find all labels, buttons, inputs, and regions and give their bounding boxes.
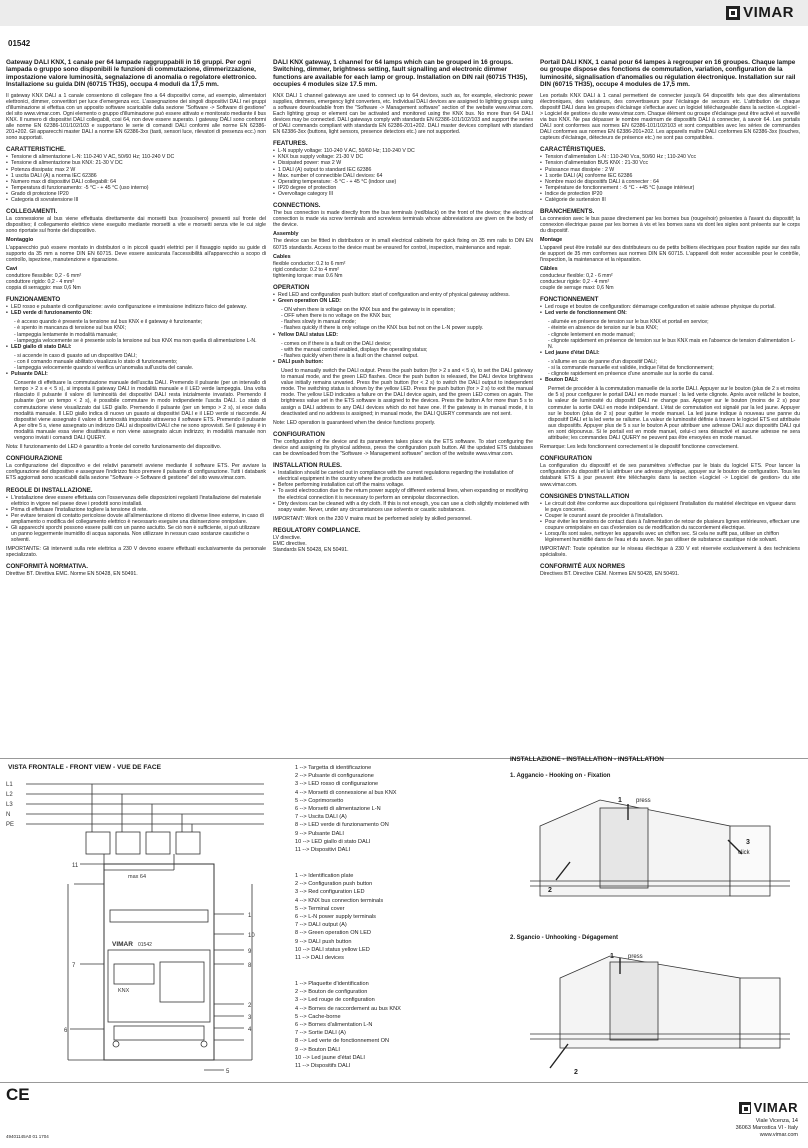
list-item: • Led rouge et bouton de configuration: démarrage configuration et saisie adresse physique du portail. bbox=[540, 304, 800, 310]
step-number-1: 1 bbox=[610, 953, 614, 960]
legend-item: 10 --> LED giallo di stato DALI bbox=[295, 838, 371, 845]
line-label-l3: L3 bbox=[6, 802, 13, 808]
legend-item: 3 --> Led rouge de configuration bbox=[295, 997, 375, 1004]
important-fr: IMPORTANT: Toute opération sur le réseau électrique à 230 V est réservée exclusivement à des techniciens spécialisés. bbox=[540, 546, 800, 559]
text-cavi bbox=[6, 273, 266, 291]
list-item: • Puissance max dissipée : 2 W bbox=[540, 167, 800, 173]
list-item: - flashes quickly when there is a fault on the channel output. bbox=[281, 352, 419, 359]
list-caracteristiques bbox=[540, 154, 800, 203]
text-bouton: Permet de procéder à la commutation manuelle de la sortie DALI. Appuyer sur le bouton (plus de 2 s et moins de 5 s) pour configurer le portail DALI en mode manuel : la led verte clignote. Après avoir relâché le bouton, la valeur de luminosité du dispositif DALI ne change pas. Appuyer sur le bouton (moins de 2 s) pour commuter la sortie DALI en mode indépendant. L'état de commutation est signalé par la led jaune. Appuyer sur le bouton (plus de 2 s) pour quitter le mode manuel. La led jaune indique à nouveau une panne du dispositif DALI et la led verte se rallume. La valeur de luminosité définie à travers le logiciel ETS est attribuée aux dispositifs. Appuyer plus de 5 s sur le bouton A pour attribuer une adresse DALI aux dispositifs DALI qui en sont dépourvus. Si le portail est en mode manuel, celui-ci sera désactivé et aucune adresse ne sera attribuée; les commandes DALI QUERY ne peuvent pas être envoyées en mode manuel. bbox=[548, 386, 800, 442]
list-item: • Operating temperature: -5 °C - + 45 °C (indoor use) bbox=[273, 179, 533, 185]
text-cables-fr bbox=[540, 273, 800, 291]
callout-4: 4 bbox=[248, 1027, 252, 1033]
list-regole bbox=[6, 495, 266, 544]
list-item: • Couper le courant avant de procéder à l'installation. bbox=[540, 513, 800, 519]
list-item: • To avoid electrocution due to the return power supply of different external lines, when expanding or modifying the electrical connection it is necessary to perform an omnipolar disconnection. bbox=[273, 488, 533, 500]
list-item: conduttore rigido: 0,2 - 4 mm² bbox=[6, 278, 75, 285]
list-item: • LED verde di funzionamento ON: bbox=[6, 310, 266, 316]
list-item: - ON when there is voltage on the KNX bus and the gateway is in operation; bbox=[281, 307, 455, 314]
line-label-l2: L2 bbox=[6, 792, 13, 798]
hooking-diagram bbox=[510, 786, 800, 906]
legend-item: 9 --> Pulsante DALI bbox=[295, 830, 344, 837]
list-installation-rules bbox=[273, 470, 533, 513]
list-item: • Lorsqu'ils sont sales, nettoyer les appareils avec un chiffon sec. Si cela ne suffit pas, utiliser un chiffon légèrement humidifié dans de l'eau et du savon. Ne pas utiliser de substance caustique ni de solvant. bbox=[540, 531, 800, 543]
list-item: - OFF when there is no voltage on the KNX bus; bbox=[281, 313, 392, 320]
list-item: • Per evitare tensioni di contatto pericolose dovute all'alimentazione di ritorno di diverse linee esterne, in caso di ampliamento o modifica del collegamento elettrico è necessario eseguire una disinserzione onnipolare. bbox=[6, 513, 266, 525]
website-link[interactable]: www.vimar.com bbox=[759, 1131, 798, 1138]
heading-montaggio: Montaggio bbox=[6, 237, 34, 244]
heading-configuration: CONFIGURATION bbox=[273, 430, 325, 438]
list-item: • Le circuit doit être conforme aux dispositions qui régissent l'installation du matériel électrique en vigueur dans le pays concerné. bbox=[540, 501, 800, 513]
heading-caratteristiche: CARATTERISTICHE. bbox=[6, 146, 66, 154]
list-item: • Nombre maxi de dispositifs DALI à connecter : 64 bbox=[540, 179, 800, 185]
column-english bbox=[273, 59, 533, 553]
installation-title: INSTALLAZIONE - INSTALLATION - INSTALLATION bbox=[510, 756, 664, 763]
footer-brand-name: VIMAR bbox=[753, 1100, 798, 1115]
front-view-diagram bbox=[4, 774, 274, 1074]
nota-it: Nota: Il funzionamento del LED è garantito a fronte del corretto funzionamento del dispositivo. bbox=[6, 444, 222, 451]
list-consignes bbox=[540, 501, 800, 544]
list-item: - s'allume en cas de panne d'un dispositif DALI; bbox=[548, 358, 657, 365]
heading-assembly: Assembly bbox=[273, 231, 299, 238]
legend-item: 11 --> DALI devices bbox=[295, 955, 344, 962]
legend-item: 5 --> Coprimorsetto bbox=[295, 797, 344, 804]
ce-mark: CE bbox=[6, 1085, 30, 1104]
text-configuration: The configuration of the device and its parameters takes place via the ETS software. To start configuring the device and assigning its physical address, press the configuration push button. All the updated ETS databases can be downloaded from the "Software -> Management software" section of the website www.vimar.com. bbox=[273, 438, 533, 458]
callout-11: 11 bbox=[72, 863, 79, 869]
heading-consignes: CONSIGNES D'INSTALLATION bbox=[540, 492, 630, 500]
list-item: - with the manual control enabled, displays the operating status; bbox=[281, 346, 428, 353]
list-item: - éteinte en absence de tension sur le bus KNX; bbox=[548, 325, 658, 332]
list-item: • Yellow DALI status LED: bbox=[273, 332, 533, 338]
front-view-title: VISTA FRONTALE - FRONT VIEW - VUE DE FACE bbox=[8, 764, 161, 771]
heading-caracteristiques: CARACTÉRISTIQUES. bbox=[540, 146, 606, 154]
list-item: • L-N supply voltage: 110-240 V AC, 50/60 Hz; 110-240 V DC bbox=[273, 148, 533, 154]
list-item: - lampeggia velocemente se è presente solo la tensione sul bus KNX ma non quella di alimentazione L-N. bbox=[14, 337, 257, 344]
step-number-2: 2 bbox=[574, 1069, 578, 1076]
legend-item: 3 --> Red configuration LED bbox=[295, 889, 365, 896]
list-item: conducteur rigide: 0,2 - 4 mm² bbox=[540, 278, 610, 285]
list-led-jaune bbox=[540, 350, 800, 356]
legend-item: 9 --> DALI push button bbox=[295, 938, 352, 945]
list-caratteristiche bbox=[6, 154, 266, 203]
list-item: • LED giallo di stato DALI: bbox=[6, 344, 266, 350]
list-item: rigid conductor: 0.2 to 4 mm² bbox=[273, 266, 340, 273]
sublist-led-verde bbox=[6, 319, 266, 343]
heading-features: FEATURES. bbox=[273, 140, 308, 148]
list-item: - clignote lentement en mode manuel; bbox=[548, 331, 635, 338]
text-collegamenti: La connessione al bus viene effettuata direttamente dai morsetti bus (rosso/nero) presenti sul fronte del dispositivo; il collegamento elettrico viene eseguito mediante morsetti a vite e morsetti senza vite le cui sigle sono riportate sul fronte del dispositivo. bbox=[6, 216, 266, 235]
legend-item: 6 --> Bornes d'alimentation L-N bbox=[295, 1022, 373, 1029]
header-band bbox=[0, 0, 808, 26]
unhooking-diagram bbox=[510, 948, 800, 1078]
legend-en bbox=[295, 872, 383, 962]
text-regulatory bbox=[273, 535, 533, 553]
remarque-fr: Remarque: Les leds fonctionnent correctement si le dispositif fonctionne correctement. bbox=[540, 444, 739, 451]
callout-1: 1 bbox=[248, 913, 252, 919]
sublist-led-jaune bbox=[540, 359, 800, 377]
text-connections: The bus connection is made directly from the bus terminals (red/black) on the front of the device; the electrical connection is made via screw terminals and screwless terminals whose abbreviations are given on the body of the device. bbox=[273, 210, 533, 229]
text-conformita: Direttive BT. Direttiva EMC. Norme EN 50428, EN 50491. bbox=[6, 571, 138, 578]
list-item: • Before performing installation cut off the mains voltage. bbox=[273, 482, 533, 488]
list-bouton bbox=[540, 377, 800, 383]
list-item: • 1 DALI (A) output to standard IEC 62386 bbox=[273, 167, 533, 173]
legend-item: 4 --> Morsetti di connessione al bus KNX bbox=[295, 789, 397, 796]
list-item: • Indice de protection IP20 bbox=[540, 191, 800, 197]
list-item: - lampeggia lentamente in modalità manuale; bbox=[14, 331, 118, 338]
list-item: - allumée en présence de tension sur le bus KNX et portail en service; bbox=[548, 319, 709, 326]
legend-item: 4 --> Bornes de raccordement au bus KNX bbox=[295, 1005, 401, 1012]
text-montage: L'appareil peut être installé sur des distributeurs ou de petits boîtiers électriques pour fixation rapide sur des rails de support de 35 mm conformes aux normes DIN EN 60715. L'appareil doit rester accessible pour le contrôle, l'inspection, la maintenance et la réparation. bbox=[540, 244, 800, 263]
vimar-logo-icon bbox=[726, 6, 740, 20]
legend-it bbox=[295, 764, 397, 854]
legend-item: 5 --> Terminal cover bbox=[295, 905, 345, 912]
list-item: LV directive. bbox=[273, 534, 302, 541]
heading-regole: REGOLE DI INSTALLAZIONE. bbox=[6, 486, 93, 494]
footer-divider bbox=[0, 1082, 808, 1083]
sublist-led-verte bbox=[540, 319, 800, 349]
heading-funzionamento: FUNZIONAMENTO bbox=[6, 296, 61, 304]
press-label: press bbox=[636, 798, 651, 804]
list-features bbox=[273, 148, 533, 197]
installation-step-2: 2. Sgancio - Unhooking - Dégagement bbox=[510, 935, 619, 941]
legend-item: 2 --> Configuration push button bbox=[295, 881, 373, 888]
document-code: 49401145A0 01 1704 bbox=[6, 1134, 49, 1139]
list-operation bbox=[273, 292, 533, 304]
list-item: • Bouton DALI: bbox=[540, 377, 800, 383]
max-devices-label: max 64 bbox=[128, 874, 147, 880]
callout-8: 8 bbox=[248, 963, 252, 969]
intro-fr: Les portails KNX DALI à 1 canal permettent de connecter jusqu'à 64 dispositifs tels que des alimentations électroniques, des variateurs, des convertisseurs pour l'éclairage de secours etc. L'attribution de chaque dispositif DALI dans les groupes d'éclairage s'effectue avec un logiciel téléchargeable dans la section «Logiciel -> Logiciel de gestion» du site www.vimar.com. Chaque élément ou groupe d'éclairage peut être activé et surveillé via bus KNX. Ne pas dépasser le nombre maximum de dispositifs DALI à connecter, à savoir 64. Les portails DALI sont conformes aux normes EN 62386-101/102/103 et sont compatibles avec les séries de commandes DALI conformes aux normes EN 62386-201+202. Les appareils maître DALI conformes EN 62386-3xx (touches, capteurs d'éclairage, détecteurs de présence etc.) ne sont pas compatibles. bbox=[540, 92, 800, 142]
list-item: • 1 uscita DALI (A) a norma IEC 62386 bbox=[6, 173, 266, 179]
list-item: • Led jaune d'état DALI: bbox=[540, 350, 800, 356]
heading-regulatory: REGULATORY COMPLIANCE. bbox=[273, 526, 361, 534]
divider bbox=[0, 758, 808, 759]
list-item: - è acceso quando è presente la tensione sul bus KNX e il gateway è funzionante; bbox=[14, 319, 203, 326]
list-item: coppia di serraggio: max 0,6 Nm bbox=[6, 285, 81, 292]
callout-2: 2 bbox=[248, 1003, 252, 1009]
callout-3: 3 bbox=[248, 1015, 252, 1021]
legend-item: 9 --> Bouton DALI bbox=[295, 1046, 340, 1053]
legend-item: 1 --> Plaquette d'identification bbox=[295, 981, 369, 987]
list-item: • Potenza dissipata: max 2 W bbox=[6, 167, 266, 173]
list-item: tightening torque: max 0.6 Nm bbox=[273, 272, 343, 279]
list-item: • LED rosso e pulsante di configurazione: avvio configurazione e immissione indirizzo fisico del gateway. bbox=[6, 304, 266, 310]
list-item: • DALI push button: bbox=[273, 359, 533, 365]
list-item: • Gli apparecchi sporchi possono essere puliti con un panno asciutto. Se ciò non è sufficiente, si può utilizzare un panno leggermente inumidito di acqua saponata. Non utilizzare in nessun caso sostanze caustiche o solventi. bbox=[6, 525, 266, 543]
list-item: • Red LED and configuration push button: start of configuration and entry of physical gateway address. bbox=[273, 292, 533, 298]
sublist-led-giallo bbox=[6, 353, 266, 371]
heading-conformita: CONFORMITÀ NORMATIVA. bbox=[6, 563, 88, 571]
importante-it: IMPORTANTE: Gli interventi sulla rete elettrica a 230 V devono essere effettuati esclusivamente da personale specializzato. bbox=[6, 546, 266, 559]
intro-en: KNX DALI 1 channel gateways are used to connect up to 64 devices, such as, for example, electronic power supplies, dimmers, emergency light converters, etc. Individual DALI devices are assigned to lighting groups using a software downloadable from the "Software -> Management software" section of the website www.vimar.com. Each lighting group or element can be activated and monitored using the KNX bus. No more than 64 DALI devices may be connected. DALI gateways comply with standards EN 62386-101/102/103 and support the series of DALI commands compliant with standards EN 62386-201+202. DALI master devices compliant with standard EN 62386-3xx (buttons, light sensors, presence detectors etc.) are not supported. bbox=[273, 92, 533, 136]
list-item: - è spento in mancanza di tensione sul bus KNX; bbox=[14, 325, 126, 332]
list-item: • Installation should be carried out in compliance with the current regulations regarding the installation of electrical equipment in the country where the products are installed. bbox=[273, 470, 533, 482]
step-number-2: 2 bbox=[548, 887, 552, 894]
heading-installation-rules: INSTALLATION RULES. bbox=[273, 462, 342, 470]
installation-step-1: 1. Aggancio - Hooking on - Fixation bbox=[510, 773, 611, 779]
footer-address bbox=[736, 1118, 798, 1138]
list-item: • Grado di protezione IP20 bbox=[6, 191, 266, 197]
list-led-giallo bbox=[6, 344, 266, 350]
list-item: • Tension d'alimentation L-N : 110-240 Vca, 50/60 Hz ; 110-240 Vcc bbox=[540, 154, 800, 160]
callout-9: 9 bbox=[248, 949, 252, 955]
list-item: • Pulsante DALI: bbox=[6, 371, 266, 377]
legend-item: 8 --> LED verde di funzionamento ON bbox=[295, 822, 389, 829]
step-number-1: 1 bbox=[618, 797, 622, 804]
line-label-pe: PE bbox=[6, 822, 15, 828]
legend-item: 2 --> Bouton de configuration bbox=[295, 989, 368, 996]
heading-fonctionnement: FONCTIONNEMENT bbox=[540, 296, 599, 304]
text-cables bbox=[273, 261, 533, 279]
text-configurazione: La configurazione del dispositivo e dei relativi parametri avviene mediante il software ETS. Per avviare la configurazione del dispositivo e assegnare l'indirizzo fisico premere il pulsante di configurazione. Tutti i databank ETS aggiornati sono scaricabili dalla sezione "Software -> Software di gestione" del sito www.vimar.com. bbox=[6, 463, 266, 482]
list-item: • Pour éviter les tensions de contact dues à l'alimentation de retour de plusieurs lignes extérieures, effectuer une coupure omnipolaire en cas d'extension ou de modification du raccordement électrique. bbox=[540, 519, 800, 531]
list-item: conduttore flessibile: 0,2 - 6 mm² bbox=[6, 272, 82, 279]
legend-item: 10 --> Led jaune d'état DALI bbox=[295, 1054, 365, 1061]
brand-name: VIMAR bbox=[743, 4, 794, 21]
list-item: • Tensione di alimentazione L-N: 110-240 V AC, 50/60 Hz; 110-240 V DC bbox=[6, 154, 266, 160]
legend-item: 11 --> Dispositifs DALI bbox=[295, 1063, 351, 1070]
legend-item: 2 --> Pulsante di configurazione bbox=[295, 773, 374, 780]
legend-item: 8 --> Green operation ON LED bbox=[295, 930, 372, 937]
legend-item: 11 --> Dispositivi DALI bbox=[295, 847, 351, 854]
vimar-logo-icon bbox=[739, 1102, 751, 1114]
callout-7: 7 bbox=[72, 963, 76, 969]
list-item: - lampeggia velocemente quando si verifica un'anomalia sull'uscita del canale. bbox=[14, 365, 194, 371]
important-en: IMPORTANT: Work on the 230 V mains must be performed solely by skilled personnel. bbox=[273, 515, 472, 522]
sublist-green-led bbox=[273, 307, 533, 331]
address-line: 36063 Marostica VI - Italy bbox=[735, 1124, 798, 1131]
list-item: • Dirty devices can be cleaned with a dry cloth. If this is not enough, you can use a cloth slightly moistened with soapy water. Never, under any circumstances use solvents or caustic substances. bbox=[273, 501, 533, 513]
legend-item: 7 --> DALI output (A) bbox=[295, 922, 347, 929]
legend-item: 6 --> L-N power supply terminals bbox=[295, 914, 376, 921]
text-pulsante: Consente di effettuare la commutazione manuale dell'uscita DALI. Premendo il pulsante (per un intervallo di tempo > 2 s e < 5 s), si imposta il gateway DALI in modalità manuale e il LED verde lampeggia. Una volta rilasciato il pulsante il valore di luminosità dei dispositivi DALI resta inizialmente invariato. Premendo il pulsante (per un tempo < 2 s), è possibile commutare in modo indipendente l'uscita DALI. Lo stato di commutazione viene visualizzato dai LED giallo. Premendo il pulsante (per un tempo > 2 s), si esce dalla modalità manuale. Il LED giallo indica di nuovo un guasto ai dispositivi DALI e il LED verde si riaccende. Ai dispositivi viene assegnato il valore di luminosità impostato attraverso il software ETS. Premendo il pulsante A per oltre 5 s, viene assegnato un indirizzo DALI ai dispositivi DALI che ne sono sprovvisti. Se il gateway è in modalità manuale essa viene disattivata e non viene assegnato alcun indirizzo; in modalità manuale non vengono inviati i comandi DALI QUERY. bbox=[14, 380, 267, 442]
heading-operation: OPERATION bbox=[273, 283, 310, 291]
list-item: • Led verte de fonctionnement ON: bbox=[540, 310, 800, 316]
intro-it: Il gateway KNX DALI a 1 canale consentono di collegare fino a 64 dispositivi come, ad esempio, alimentatori elettronici, dimmer, convertitori per luce d'emergenza ecc. L'assegnazione dei singoli dispositivi DALI nei gruppi d'illuminazione si effettua con un apposito software scaricabile dalla sezione "Software -> Software di gestione" del sito www.vimar.com. Ogni elemento o gruppo d'illuminazione può essere attivato e monitorato mediante il bus KNX. Il numero di dispositivi DALI collegabili, cosi 64, non deve essere superato. I gateway DALI sono conformi alle norme EN 62386-101/102/103 e supportano le serie di comandi DALI conformi alle norme EN 62386-201+202. Gli apparecchi master DALI a norme EN 62386-3xx (tasti, sensori luce, rilevatori di presenza ecc.) non sono supportati. bbox=[6, 92, 266, 142]
column-italian bbox=[6, 59, 266, 581]
product-code: 01542 bbox=[8, 39, 31, 48]
legend-item: 5 --> Cache-borne bbox=[295, 1013, 341, 1020]
list-item: • Temperatura di funzionamento: -5 °C - + 45 °C (uso interno) bbox=[6, 185, 266, 191]
heading-conformite: CONFORMITÉ AUX NORMES bbox=[540, 563, 626, 571]
title-en: DALI KNX gateway, 1 channel for 64 lamps which can be grouped in 16 groups. Switching, dimmer, brightness setting, fault signalling and electronic dimmer functions are available for each lamp or group. Installation on DIN rail (60715 TH35), occupies 4 modules size 17.5 mm. bbox=[273, 59, 528, 89]
click-label: click bbox=[738, 850, 750, 856]
heading-cables: Cables bbox=[273, 253, 291, 260]
list-item: - flashes quickly if there is only voltage on the KNX bus but not on the L-N power supply. bbox=[281, 325, 484, 332]
title-fr: Portail DALI KNX, 1 canal pour 64 lampes à regrouper en 16 groupes. Chaque lampe ou groupe dispose des fonctions de commutation, variation, configuration de la luminosité, signalisation d'anomalies ou régulation électronique. Installation sur rail DIN (60715 TH35), occupe 4 modules de 17,5 mm. bbox=[540, 59, 796, 89]
list-item: - si la commande manuelle est validée, indique l'état de fonctionnement; bbox=[548, 365, 714, 371]
device-code: 01542 bbox=[138, 942, 152, 948]
heading-cables-fr: Câbles bbox=[540, 265, 558, 272]
callout-10: 10 bbox=[248, 933, 255, 939]
list-item: couple de serrage maxi: 0,6 Nm bbox=[540, 285, 614, 292]
legend-item: 8 --> Led verte de fonctionnement ON bbox=[295, 1038, 390, 1045]
brand-logo bbox=[726, 5, 794, 20]
text-assembly: The device can be fitted in distributors or in small electrical cabinets for quick fixing on 35 mm rails to DIN EN 60715 standards. Access to the device must be ensured for control, inspection, maintenance and repair. bbox=[273, 238, 533, 251]
legend-item: 10 --> DALI status yellow LED bbox=[295, 946, 370, 953]
list-item: - clignote rapidement en présence de tension sur le bus KNX mais en l'absence de tension d'alimentation L-N. bbox=[548, 337, 796, 350]
callout-5: 5 bbox=[226, 1069, 230, 1074]
heading-configuration-fr: CONFIGURATION bbox=[540, 455, 592, 463]
list-item: • Tension d'alimentation BUS KNX : 21-30 Vcc bbox=[540, 160, 800, 166]
legend-item: 1 --> Targetta di identificazione bbox=[295, 765, 372, 771]
heading-collegamenti: COLLEGAMENTI. bbox=[6, 208, 58, 216]
line-label-n: N bbox=[6, 812, 11, 818]
list-item: • Catégorie de surtension III bbox=[540, 197, 800, 203]
note-en: Note: LED operation is guaranteed when the device functions properly. bbox=[273, 419, 436, 426]
footer-brand-logo bbox=[739, 1101, 798, 1114]
legend-item: 1 --> Identification plate bbox=[295, 873, 354, 879]
legend-item: 4 --> KNX bus connection terminals bbox=[295, 897, 384, 904]
heading-connections: CONNECTIONS. bbox=[273, 202, 321, 210]
list-item: • Numero max di dispositivi DALI collegabili: 64 bbox=[6, 179, 266, 185]
legend-item: 3 --> LED rosso di configurazione bbox=[295, 781, 379, 788]
list-item: • Max. number of connectible DALI devices: 64 bbox=[273, 173, 533, 179]
sublist-yellow-led bbox=[273, 341, 533, 359]
list-item: • Température de fonctionnement : -5 °C - +45 °C (usage intérieur) bbox=[540, 185, 800, 191]
text-branchements: La connexion avec le bus passe directement par les bornes bus (rouge/noir) présentes à l'avant du dispositif; la connexion électrique passe par les bornes à vis et les bornes sans vis dont les sigles sont présents sur le corps du dispositif. bbox=[540, 216, 800, 235]
heading-branchements: BRANCHEMENTS. bbox=[540, 208, 595, 216]
list-item: - si accende in caso di guasto ad un dispositivo DALI; bbox=[14, 352, 137, 359]
address-line: Viale Vicenza, 14 bbox=[755, 1118, 798, 1124]
list-item: conducteur flexible: 0,2 - 6 mm² bbox=[540, 272, 613, 279]
list-item: • 1 sortie DALI (A) conforme IEC 62386 bbox=[540, 173, 800, 179]
legend-item: 6 --> Morsetti di alimentazione L-N bbox=[295, 806, 381, 813]
list-item: • Tensione di alimentazione bus KNX: 21-30 V DC bbox=[6, 160, 266, 166]
list-item: flexible conductor: 0.2 to 6 mm² bbox=[273, 260, 346, 267]
list-item: • Categoria di sovratensione III bbox=[6, 197, 266, 203]
callout-6: 6 bbox=[64, 1028, 68, 1034]
list-item: • Overvoltage category III bbox=[273, 191, 533, 197]
heading-montage: Montage bbox=[540, 237, 563, 244]
list-item: • L'installazione deve essere effettuata con l'osservanza delle disposizioni regolanti l'installazione del materiale elettrico in vigore nel paese dove i prodotti sono installati. bbox=[6, 495, 266, 507]
line-label-l1: L1 bbox=[6, 782, 13, 788]
text-conformite: Directives BT. Directive CEM. Normes EN 50428, EN 50491. bbox=[540, 571, 680, 578]
knx-label: KNX bbox=[118, 988, 130, 994]
list-funzionamento bbox=[6, 304, 266, 316]
list-item: - comes on if there is a fault on the DALI device; bbox=[281, 340, 392, 347]
text-configuration-fr: La configuration du dispositif et de ses paramètres s'effectue par le biais du logiciel ETS. Pour lancer la configuration du dispositif et lui attribuer une adresse physique, appuyer sur le bouton de configuration. Tous les databank ETS à jour peuvent être téléchargés dans la section «Logiciel -> Logiciel de gestion» du site www.vimar.com. bbox=[540, 463, 800, 488]
list-item: • KNX bus supply voltage: 21-30 V DC bbox=[273, 154, 533, 160]
text-push-button: Used to manually switch the DALI output. Press the push button (for > 2 s and < 5 s), to set the DALI gateway to manual mode, and the green LED flashes. Once the push button is released, the DALI device brightness value initially remains unvaried. Press the push button (for < 2 s) to switch the DALI output to independent mode. The switching status is shown by the yellow LED. Press the push button (for > 2 s) to exit the manual mode. The yellow LED indicates a failure on the DALI device again, and the green LED comes on again. The brightness value set in the ETS software is assigned to the devices. Press the button A for more than 5 s to assign a DALI address to any DALI devices which do not have one. If the gateway is in manual mode, it is deactivated and no address is assigned; in manual mode, the DALI QUERY commands are not sent. bbox=[281, 368, 533, 417]
list-item: - con il comando manuale abilitato visualizza lo stato di funzionamento; bbox=[14, 358, 178, 365]
legend-item: 7 --> Sortie DALI (A) bbox=[295, 1030, 346, 1037]
step-number-3: 3 bbox=[746, 839, 750, 846]
legend-item: 7 --> Uscita DALI (A) bbox=[295, 814, 347, 821]
list-item: - clignote rapidement en présence d'une anomalie sur la sortie du canal. bbox=[548, 371, 714, 378]
list-item: • IP20 degree of protection bbox=[273, 185, 533, 191]
list-item: EMC directive. bbox=[273, 540, 307, 547]
heading-configurazione: CONFIGURAZIONE bbox=[6, 455, 63, 463]
list-fonctionnement bbox=[540, 304, 800, 316]
list-item: • Prima di effettuare l'installazione togliere la tensione di rete. bbox=[6, 507, 266, 513]
column-french bbox=[540, 59, 800, 581]
list-push-button bbox=[273, 359, 533, 365]
list-item: Standards EN 50428, EN 50491. bbox=[273, 547, 349, 554]
list-item: - flashes slowly in manual mode; bbox=[281, 319, 356, 326]
device-brand: VIMAR bbox=[112, 941, 133, 948]
heading-cavi: Cavi bbox=[6, 265, 18, 272]
press-label: press bbox=[628, 954, 643, 960]
text-montaggio: L'apparecchio può essere montato in distributori o in piccoli quadri elettrici per il fissaggio rapido su guide di supporto da 35 mm a norme DIN EN 60715. Deve essere assicurata l'accessibilità all'apparecchio a scopo di controllo, ispezione, manutenzione e riparazione. bbox=[6, 244, 266, 263]
list-item: • Dissipated power: max 2 W bbox=[273, 160, 533, 166]
list-item: • Green operation ON LED: bbox=[273, 298, 533, 304]
list-yellow-led bbox=[273, 332, 533, 338]
title-it: Gateway DALI KNX, 1 canale per 64 lampade raggruppabili in 16 gruppi. Per ogni lampada o gruppo sono disponibili le funzioni di commutazione, dimmerizzazione, impostazione valore luminosità, segnalazione di anomalia o regolatore elettronico. Installazione su guida DIN (60715 TH35), occupa 4 moduli da 17,5 mm. bbox=[6, 59, 257, 89]
list-pulsante bbox=[6, 371, 266, 377]
legend-fr bbox=[295, 980, 401, 1070]
